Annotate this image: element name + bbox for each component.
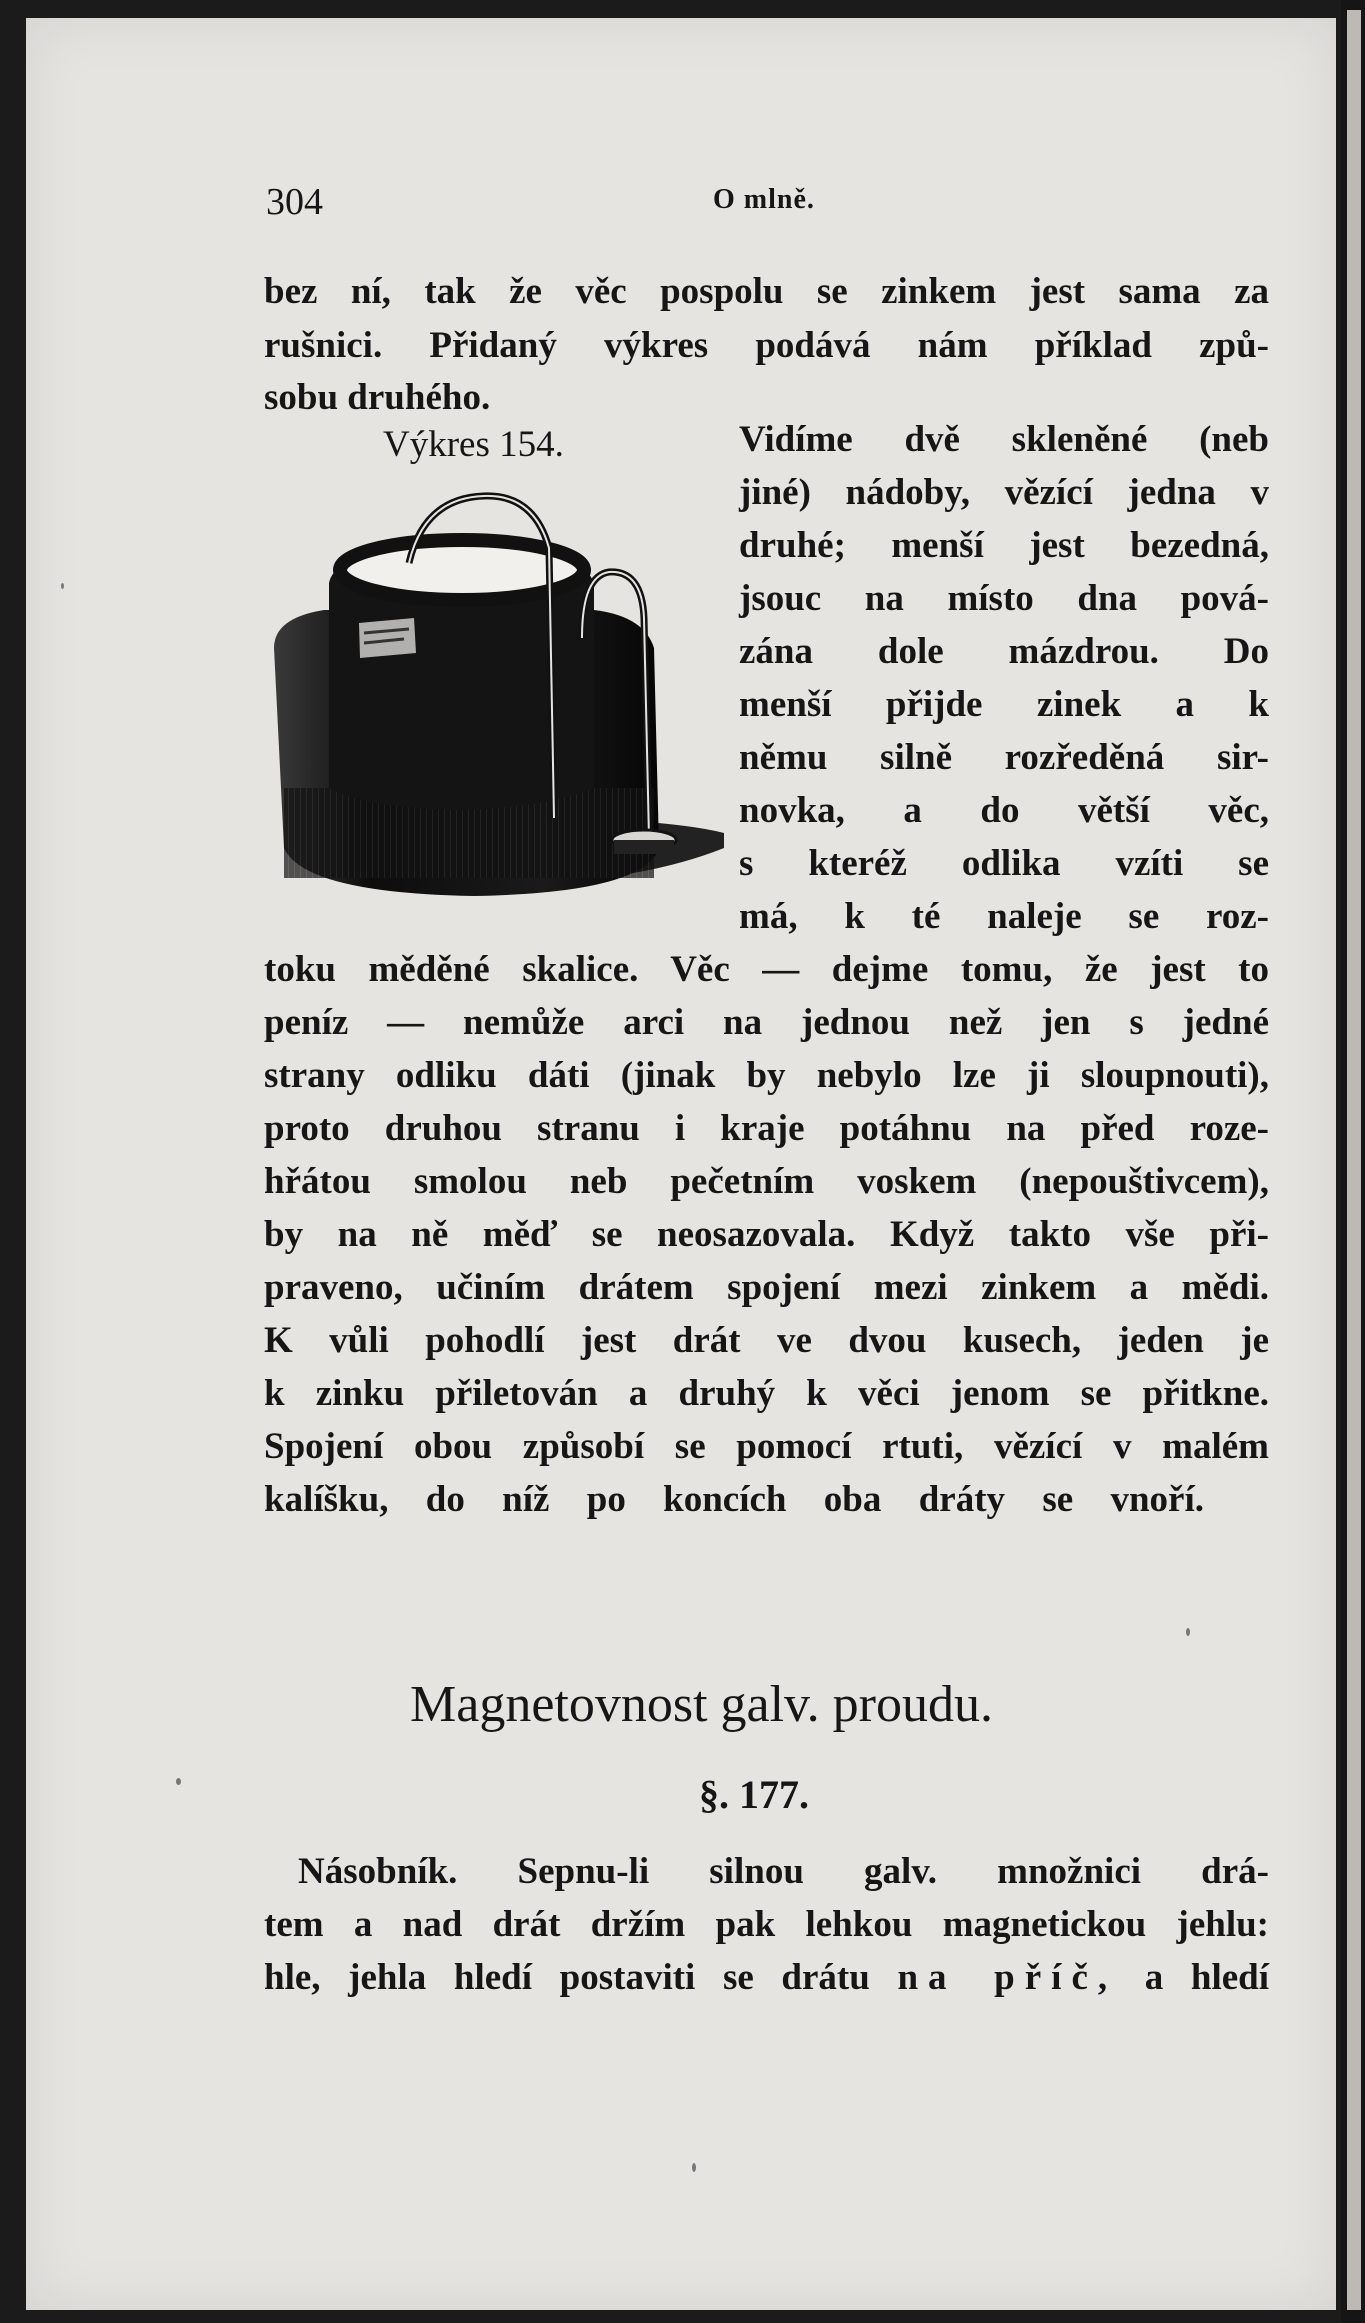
text-line: bez ní, tak že věc pospolu se zinkem jest sama za — [264, 271, 1269, 312]
text-line: zána dole mázdrou. Do — [739, 631, 1269, 672]
text-line: jiné) nádoby, vězící jedna v — [739, 472, 1269, 513]
text-span: hle, jehla hledí postaviti se drátu — [264, 1957, 870, 1998]
text-line: menší přijde zinek a k — [739, 684, 1269, 725]
book-page — [26, 18, 1336, 2310]
text-line: hřátou smolou neb pečetním voskem (nepouštivcem), — [264, 1161, 1269, 1202]
scan-speck — [176, 1778, 181, 1785]
running-title: O mlně. — [713, 184, 815, 215]
text-line: kalíšku, do níž po koncích oba dráty se vnoří. — [264, 1479, 1204, 1520]
text-line: má, k té naleje se roz- — [739, 896, 1269, 937]
paragraph-line: tem a nad drát držím pak lehkou magnetickou jehlu: — [264, 1904, 1269, 1945]
adjacent-page-edge — [1341, 0, 1365, 2323]
spaced-emphasis: na příč, — [897, 1957, 1118, 1998]
section-heading: Magnetovnost galv. proudu. — [410, 1676, 993, 1733]
text-line: druhé; menší jest bezedná, — [739, 525, 1269, 566]
scan-speck — [692, 2163, 696, 2172]
text-line: Vidíme dvě skleněné (neb — [739, 419, 1269, 460]
figure-caption: Výkres 154. — [383, 424, 564, 465]
galvanic-cell-engraving-icon — [264, 488, 734, 928]
text-line: toku měděné skalice. Věc — dejme tomu, že jest to — [264, 949, 1269, 990]
text-line: peníz — nemůže arci na jednou než jen s jedné — [264, 1002, 1269, 1043]
text-line: k zinku přiletován a druhý k věci jenom se přitkne. — [264, 1373, 1269, 1414]
paragraph-line — [264, 1956, 1269, 1999]
text-line: strany odliku dáti (jinak by nebylo lze ji sloupnouti), — [264, 1055, 1269, 1096]
text-line: K vůli pohodlí jest drát ve dvou kusech, jeden je — [264, 1320, 1269, 1361]
text-line: jsouc na místo dna pová- — [739, 578, 1269, 619]
text-line: proto druhou stranu i kraje potáhnu na před roze- — [264, 1108, 1269, 1149]
text-line: praveno, učiním drátem spojení mezi zinkem a mědi. — [264, 1267, 1269, 1308]
paragraph-line — [298, 1850, 1269, 1893]
text-line: rušnici. Přidaný výkres podává nám příklad způ- — [264, 325, 1269, 366]
text-line: by na ně měď se neosazovala. Když takto vše při- — [264, 1214, 1269, 1255]
text-line: sobu druhého. — [264, 377, 491, 418]
text-line: novka, a do větší věc, — [739, 790, 1269, 831]
page-number: 304 — [266, 181, 323, 223]
text-span: a hledí — [1144, 1957, 1270, 1998]
section-number: §. 177. — [699, 1772, 809, 1817]
scan-speck — [61, 583, 64, 589]
scan-speck — [1186, 1628, 1190, 1636]
text-span: Sepnu-li silnou galv. množnici drá- — [517, 1851, 1269, 1892]
text-line: němu silně rozředěná sir- — [739, 737, 1269, 778]
term-nasobnik: Násobník. — [298, 1851, 458, 1892]
text-line: Spojení obou způsobí se pomocí rtuti, vězící v malém — [264, 1426, 1269, 1467]
text-line: s kteréž odlika vzíti se — [739, 843, 1269, 884]
